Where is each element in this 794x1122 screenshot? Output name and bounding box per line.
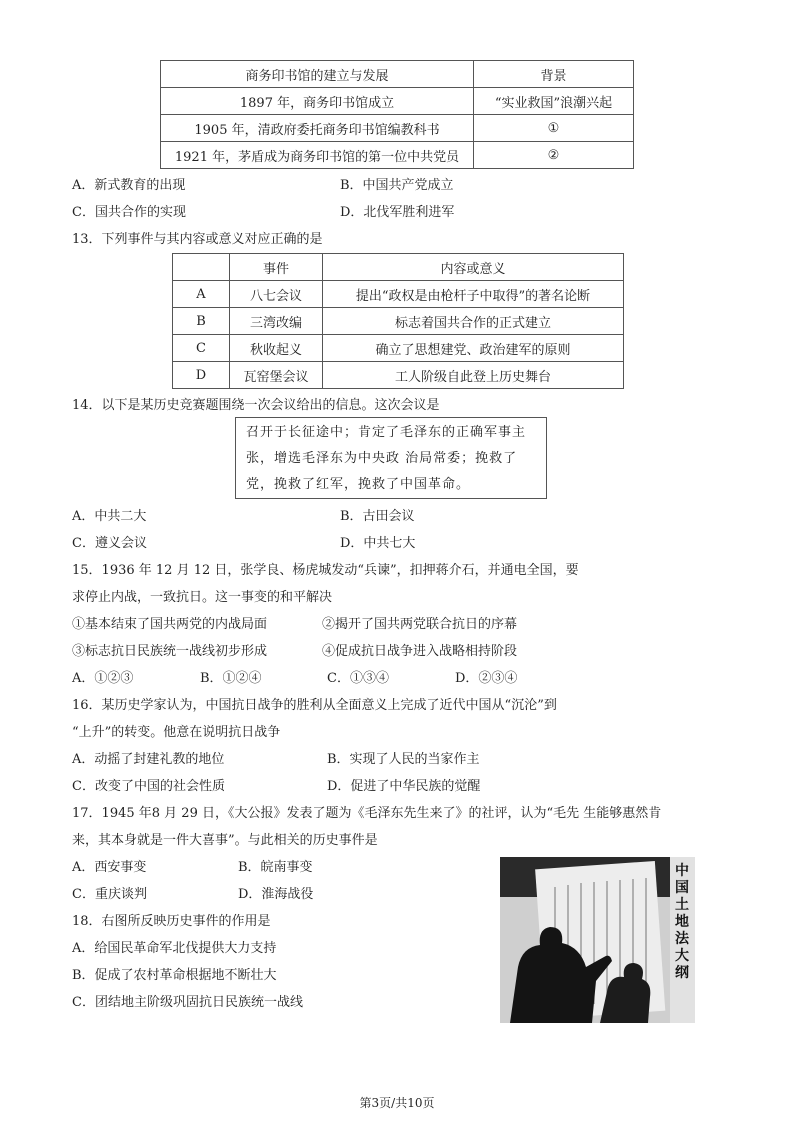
q16-option-a: A．动摇了封建礼教的地位 (72, 752, 225, 767)
q12-table (160, 60, 634, 169)
q17-option-c: C．重庆谈判 (72, 887, 147, 902)
q12-option-d: D．北伐军胜利进军 (340, 205, 455, 220)
q16-option-c: C．改变了中国的社会性质 (72, 779, 225, 794)
q13-table-cell: 瓦窑堡会议 (230, 362, 323, 389)
q13-table-cell: 工人阶级自此登上历史舞台 (323, 362, 624, 389)
q12-table-header: 背景 (474, 61, 634, 88)
q18-option-b: B．促成了农村革命根据地不断壮大 (72, 968, 277, 983)
q12-table-cell: 1905 年，清政府委托商务印书馆编教科书 (161, 115, 474, 142)
q12-table-cell: “实业救国”浪潮兴起 (474, 88, 634, 115)
q14-quote-box: 召开于长征途中；肯定了毛泽东的正确军事主张，增选毛泽东为中央政 治局常委；挽救了党，挽救了红军，挽救了中国革命。 (235, 417, 547, 499)
q13-table-cell: 八七会议 (230, 281, 323, 308)
q15-option-b: B．①②④ (200, 671, 262, 686)
q14-option-b: B．古田会议 (340, 509, 415, 524)
q13-table-header (173, 254, 230, 281)
q12-option-c: C．国共合作的实现 (72, 205, 186, 220)
q15-item: ④促成抗日战争进入战略相持阶段 (322, 644, 518, 659)
q15-option-a: A．①②③ (72, 671, 134, 686)
q16-stem-line2: “上升”的转变。他意在说明抗日战争 (72, 725, 281, 740)
q15-stem-line1: 15．1936 年 12 月 12 日，张学良、杨虎城发动“兵谏”，扣押蒋介石，并通电全国，要 (72, 563, 579, 578)
q13-table-cell: D (173, 362, 230, 389)
q12-table-header: 商务印书馆的建立与发展 (161, 61, 474, 88)
q13-table-cell: B (173, 308, 230, 335)
q13-table-header: 事件 (230, 254, 323, 281)
q13-table-cell: 确立了思想建党、政治建军的原则 (323, 335, 624, 362)
q13-table-cell: 提出“政权是由枪杆子中取得”的著名论断 (323, 281, 624, 308)
q17-stem-line1: 17．1945 年8 月 29 日，《大公报》发表了题为《毛泽东先生来了》的社评，认为“毛先 生能够惠然肯 (72, 806, 662, 821)
q15-item: ①基本结束了国共两党的内战局面 (72, 617, 268, 632)
q12-option-a: A．新式教育的出现 (72, 178, 186, 193)
q16-option-d: D．促进了中华民族的觉醒 (327, 779, 481, 794)
q18-option-c: C．团结地主阶级巩固抗日民族统一战线 (72, 995, 303, 1010)
q17-stem-line2: 来，其本身就是一件大喜事”。与此相关的历史事件是 (72, 833, 378, 848)
q14-option-d: D．中共七大 (340, 536, 416, 551)
q14-option-c: C．遵义会议 (72, 536, 147, 551)
q13-table-cell: C (173, 335, 230, 362)
q17-option-b: B．皖南事变 (238, 860, 313, 875)
q13-stem: 13．下列事件与其内容或意义对应正确的是 (72, 232, 323, 247)
q15-item: ③标志抗日民族统一战线初步形成 (72, 644, 268, 659)
q12-table-cell: 1897 年，商务印书馆成立 (161, 88, 474, 115)
q16-stem-line1: 16．某历史学家认为，中国抗日战争的胜利从全面意义上完成了近代中国从“沉沦”到 (72, 698, 557, 713)
q15-item: ②揭开了国共两党联合抗日的序幕 (322, 617, 518, 632)
q15-option-d: D．②③④ (455, 671, 518, 686)
q13-table-cell: 三湾改编 (230, 308, 323, 335)
page-footer: 第3页/共10页 (359, 1096, 435, 1110)
q15-option-c: C．①③④ (327, 671, 389, 686)
photo-caption: 中国土地法大纲 (675, 863, 689, 981)
q12-option-b: B．中国共产党成立 (340, 178, 454, 193)
q18-option-a: A．给国民革命军北伐提供大力支持 (72, 941, 277, 956)
q13-table (172, 253, 624, 389)
q15-stem-line2: 求停止内战，一致抗日。这一事变的和平解决 (72, 590, 333, 605)
q12-table-cell: 1921 年，茅盾成为商务印书馆的第一位中共党员 (161, 142, 474, 169)
q18-stem: 18．右图所反映历史事件的作用是 (72, 914, 271, 929)
q12-table-cell: ① (474, 115, 634, 142)
q13-table-header: 内容或意义 (323, 254, 624, 281)
q14-option-a: A．中共二大 (72, 509, 147, 524)
q13-table-cell: 标志着国共合作的正式建立 (323, 308, 624, 335)
q12-table-cell: ② (474, 142, 634, 169)
q17-option-d: D．淮海战役 (238, 887, 314, 902)
q16-option-b: B．实现了人民的当家作主 (327, 752, 480, 767)
land-law-photo-illustration (500, 857, 695, 1023)
q17-option-a: A．西安事变 (72, 860, 147, 875)
q14-stem: 14．以下是某历史竞赛题围绕一次会议给出的信息。这次会议是 (72, 398, 440, 413)
q13-table-cell: A (173, 281, 230, 308)
land-law-photo (500, 857, 695, 1023)
q13-table-cell: 秋收起义 (230, 335, 323, 362)
